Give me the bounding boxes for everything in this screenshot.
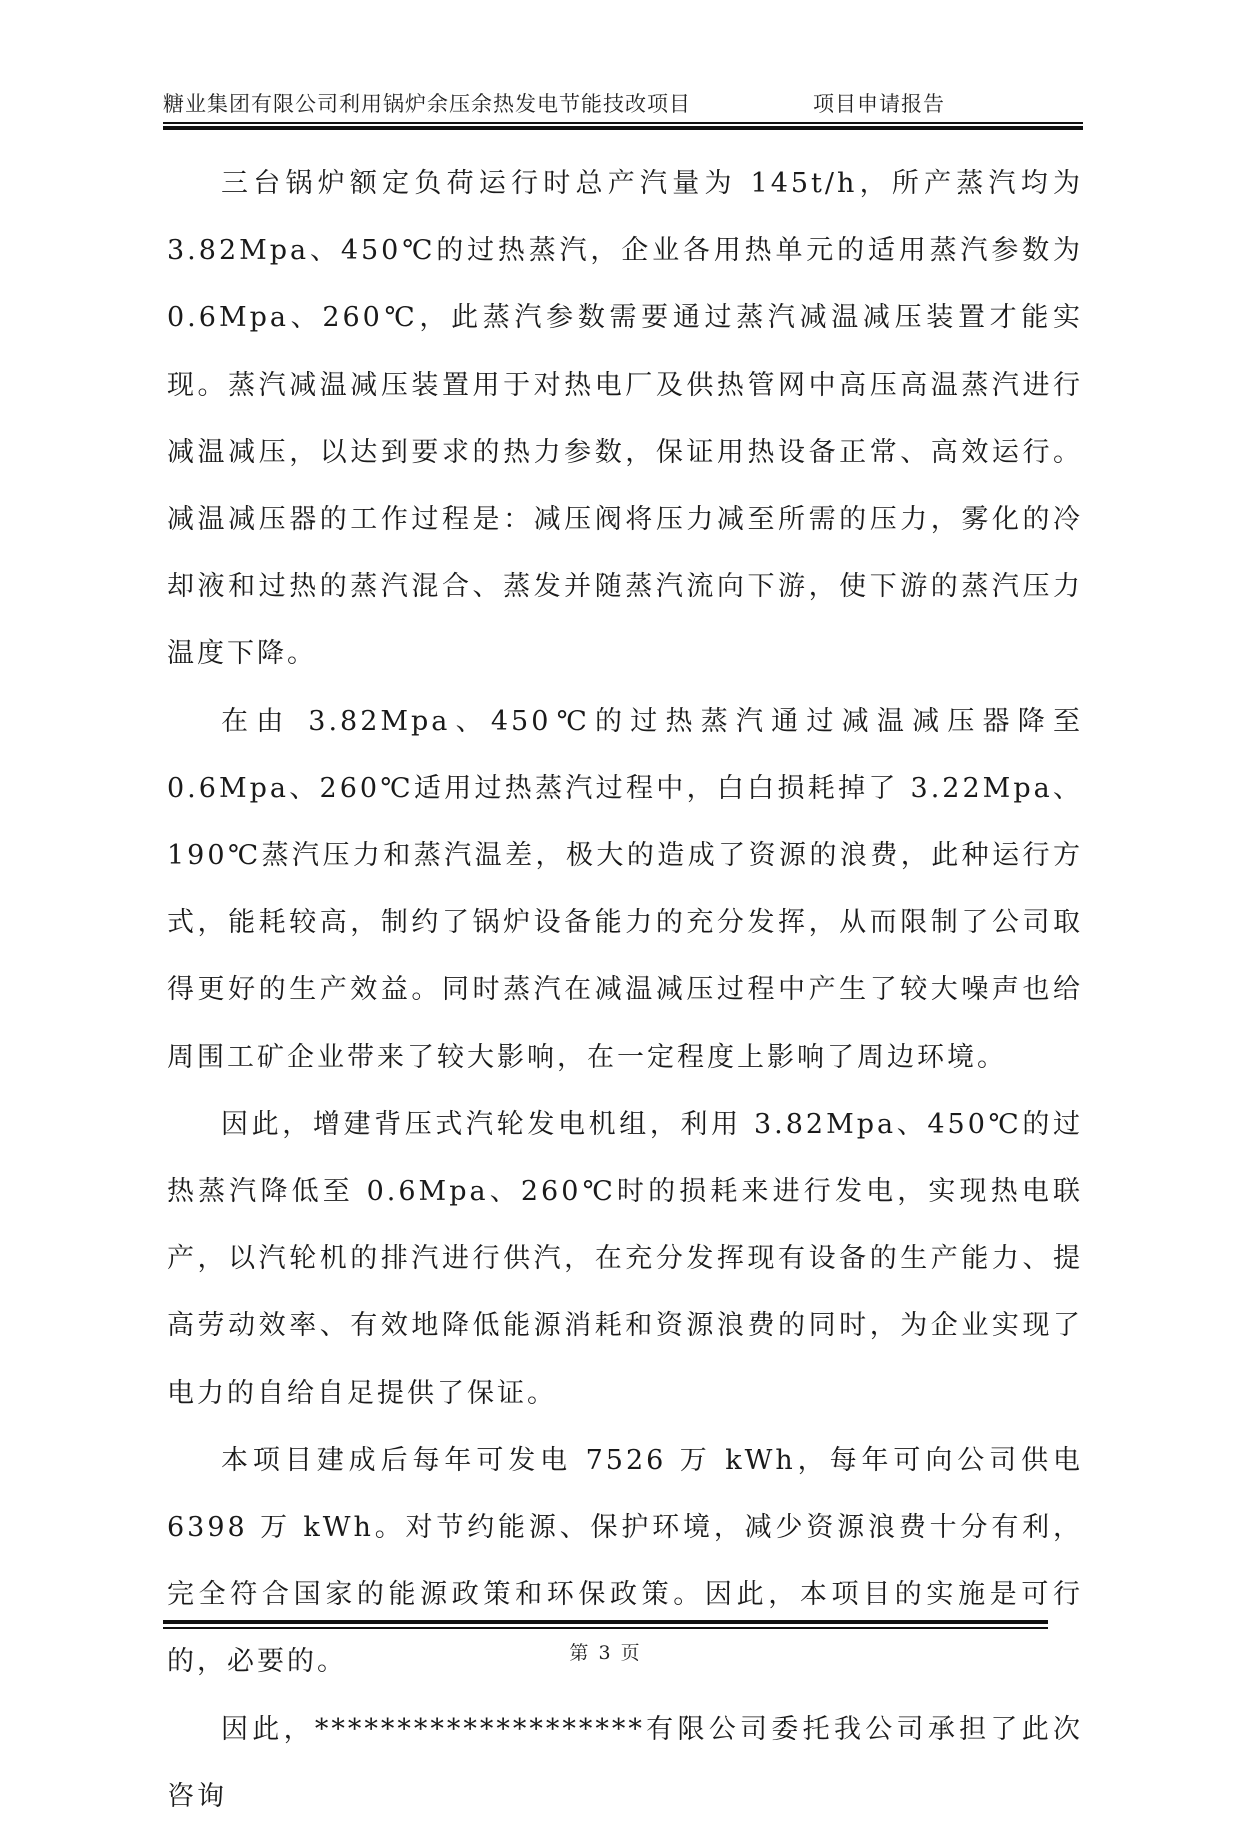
header-document-type: 项目申请报告 xyxy=(813,92,945,116)
paragraph-4: 本项目建成后每年可发电 7526 万 kWh，每年可向公司供电 6398 万 kWh。对节约能源、保护环境，减少资源浪费十分有利，完全符合国家的能源政策和环保政策。因此，本项目的实施是可行的，必要的。 xyxy=(167,1444,1083,1678)
paragraph-1: 三台锅炉额定负荷运行时总产汽量为 145t/h，所产蒸汽均为 3.82Mpa、450℃的过热蒸汽，企业各用热单元的适用蒸汽参数为 0.6Mpa、260℃，此蒸汽参数需要通过蒸汽减温减压装置才能实现。蒸汽减温减压装置用于对热电厂及供热管网中高压高温蒸汽进行减温减压，以达到要求的热力参数，保证用热设备正常、高效运行。减温减压器的工作过程是：减压阀将压力减至所需的压力，雾化的冷却液和过热的蒸汽混合、蒸发并随蒸汽流向下游，使下游的蒸汽压力温度下降。 xyxy=(167,168,1083,670)
paragraph-3: 因此，增建背压式汽轮发电机组，利用 3.82Mpa、450℃的过热蒸汽降低至 0.6Mpa、260℃时的损耗来进行发电，实现热电联产，以汽轮机的排汽进行供汽，在充分发挥现有设备的生产能力、提高劳动效率、有效地降低能源消耗和资源浪费的同时，为企业实现了电力的自给自足提供了保证。 xyxy=(167,1108,1083,1409)
page-header xyxy=(163,84,1083,120)
header-project-title: 糖业集团有限公司利用锅炉余压余热发电节能技改项目 xyxy=(163,92,691,116)
document-body xyxy=(167,150,1083,1830)
paragraph-5: 因此，********************有限公司委托我公司承担了此次咨询 xyxy=(167,1713,1083,1812)
header-rule-thick xyxy=(163,126,1083,130)
footer-rule-thin xyxy=(163,1627,1048,1629)
header-rule-thin xyxy=(163,122,1083,124)
page-number: 第 3 页 xyxy=(569,1642,642,1664)
paragraph-2: 在由 3.82Mpa、450℃的过热蒸汽通过减温减压器降至 0.6Mpa、260℃适用过热蒸汽过程中，白白损耗掉了 3.22Mpa、190℃蒸汽压力和蒸汽温差，极大的造成了资源的浪费，此种运行方式，能耗较高，制约了锅炉设备能力的充分发挥，从而限制了公司取得更好的生产效益。同时蒸汽在减温减压过程中产生了较大噪声也给周围工矿企业带来了较大影响，在一定程度上影响了周边环境。 xyxy=(167,705,1083,1073)
footer-rule-thick xyxy=(163,1620,1048,1624)
